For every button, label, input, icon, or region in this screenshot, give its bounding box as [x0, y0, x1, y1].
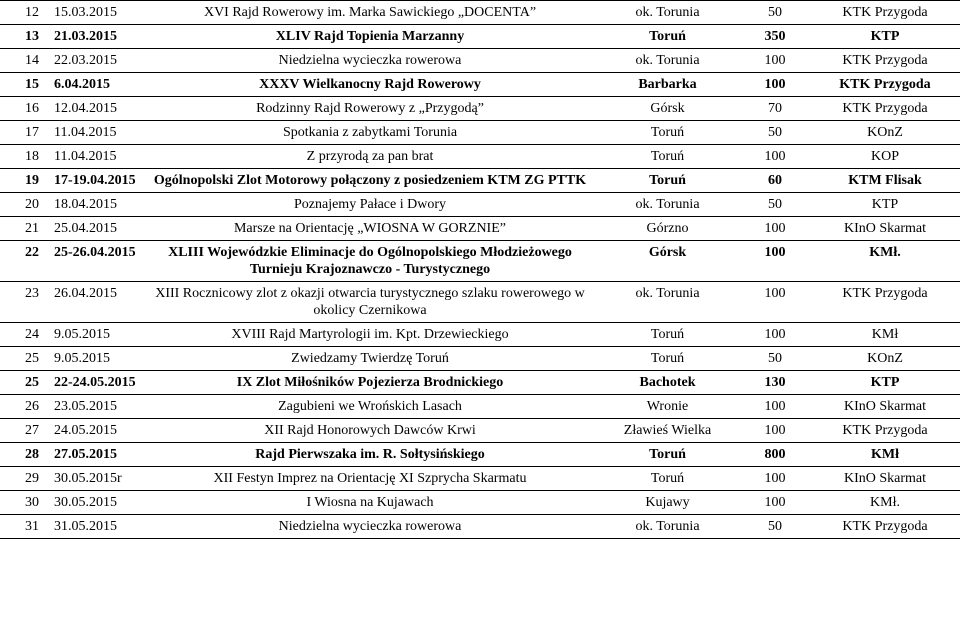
row-number: 19	[0, 169, 50, 193]
event-organizer: KTP	[810, 193, 960, 217]
event-date: 31.05.2015	[50, 515, 145, 539]
row-number: 20	[0, 193, 50, 217]
event-organizer: KMł.	[810, 241, 960, 282]
event-name: Zwiedzamy Twierdzę Toruń	[145, 347, 595, 371]
event-name: XVI Rajd Rowerowy im. Marka Sawickiego „DOCENTA”	[145, 1, 595, 25]
event-place: Bachotek	[595, 371, 740, 395]
table-row	[0, 121, 960, 145]
event-date: 17-19.04.2015	[50, 169, 145, 193]
table-row	[0, 73, 960, 97]
table-row	[0, 145, 960, 169]
event-organizer: KOnZ	[810, 121, 960, 145]
event-place: ok. Torunia	[595, 1, 740, 25]
event-date: 6.04.2015	[50, 73, 145, 97]
table-row	[0, 25, 960, 49]
table-row	[0, 371, 960, 395]
event-place: Toruń	[595, 443, 740, 467]
table-row	[0, 1, 960, 25]
event-points: 100	[740, 241, 810, 282]
table-row	[0, 169, 960, 193]
row-number: 13	[0, 25, 50, 49]
table-row	[0, 282, 960, 323]
event-date: 30.05.2015r	[50, 467, 145, 491]
row-number: 17	[0, 121, 50, 145]
event-name: XLIV Rajd Topienia Marzanny	[145, 25, 595, 49]
event-place: Barbarka	[595, 73, 740, 97]
event-points: 50	[740, 1, 810, 25]
event-date: 9.05.2015	[50, 347, 145, 371]
event-date: 21.03.2015	[50, 25, 145, 49]
event-place: ok. Torunia	[595, 515, 740, 539]
table-row	[0, 467, 960, 491]
event-date: 27.05.2015	[50, 443, 145, 467]
row-number: 28	[0, 443, 50, 467]
event-name: Marsze na Orientację „WIOSNA W GORZNIE”	[145, 217, 595, 241]
event-name: XIII Rocznicowy zlot z okazji otwarcia turystycznego szlaku rowerowego w okolicy Czernikowa	[145, 282, 595, 323]
event-date: 24.05.2015	[50, 419, 145, 443]
event-date: 22-24.05.2015	[50, 371, 145, 395]
row-number: 21	[0, 217, 50, 241]
event-points: 100	[740, 467, 810, 491]
table-row	[0, 347, 960, 371]
event-date: 9.05.2015	[50, 323, 145, 347]
row-number: 31	[0, 515, 50, 539]
row-number: 24	[0, 323, 50, 347]
row-number: 15	[0, 73, 50, 97]
event-organizer: KInO Skarmat	[810, 395, 960, 419]
event-name: Niedzielna wycieczka rowerowa	[145, 515, 595, 539]
events-table-body	[0, 1, 960, 539]
event-date: 11.04.2015	[50, 145, 145, 169]
event-name: XXXV Wielkanocny Rajd Rowerowy	[145, 73, 595, 97]
event-points: 130	[740, 371, 810, 395]
event-date: 11.04.2015	[50, 121, 145, 145]
event-date: 12.04.2015	[50, 97, 145, 121]
event-organizer: KTM Flisak	[810, 169, 960, 193]
event-organizer: KTP	[810, 25, 960, 49]
event-name: Rodzinny Rajd Rowerowy z „Przygodą”	[145, 97, 595, 121]
table-row	[0, 217, 960, 241]
event-points: 50	[740, 515, 810, 539]
event-points: 100	[740, 419, 810, 443]
table-row	[0, 241, 960, 282]
event-organizer: KTK Przygoda	[810, 97, 960, 121]
row-number: 30	[0, 491, 50, 515]
row-number: 12	[0, 1, 50, 25]
event-organizer: KTK Przygoda	[810, 1, 960, 25]
row-number: 26	[0, 395, 50, 419]
event-name: Spotkania z zabytkami Torunia	[145, 121, 595, 145]
event-points: 100	[740, 73, 810, 97]
event-points: 100	[740, 491, 810, 515]
event-date: 30.05.2015	[50, 491, 145, 515]
event-name: Ogólnopolski Zlot Motorowy połączony z posiedzeniem KTM ZG PTTK	[145, 169, 595, 193]
table-row	[0, 49, 960, 73]
event-points: 60	[740, 169, 810, 193]
event-points: 70	[740, 97, 810, 121]
event-points: 50	[740, 121, 810, 145]
event-points: 100	[740, 323, 810, 347]
table-row	[0, 491, 960, 515]
event-place: Górsk	[595, 97, 740, 121]
row-number: 22	[0, 241, 50, 282]
event-name: Zagubieni we Wrońskich Lasach	[145, 395, 595, 419]
event-points: 100	[740, 49, 810, 73]
event-place: Kujawy	[595, 491, 740, 515]
event-points: 100	[740, 217, 810, 241]
event-place: Toruń	[595, 169, 740, 193]
event-organizer: KMł.	[810, 491, 960, 515]
event-name: IX Zlot Miłośników Pojezierza Brodnickiego	[145, 371, 595, 395]
row-number: 14	[0, 49, 50, 73]
event-name: XVIII Rajd Martyrologii im. Kpt. Drzewieckiego	[145, 323, 595, 347]
event-place: Toruń	[595, 25, 740, 49]
event-name: XII Festyn Imprez na Orientację XI Szprycha Skarmatu	[145, 467, 595, 491]
row-number: 16	[0, 97, 50, 121]
event-place: Zławieś Wielka	[595, 419, 740, 443]
event-organizer: KTK Przygoda	[810, 515, 960, 539]
event-points: 100	[740, 395, 810, 419]
event-date: 25-26.04.2015	[50, 241, 145, 282]
event-place: ok. Torunia	[595, 193, 740, 217]
table-row	[0, 515, 960, 539]
event-organizer: KMł	[810, 323, 960, 347]
event-organizer: KInO Skarmat	[810, 467, 960, 491]
event-points: 50	[740, 347, 810, 371]
event-place: ok. Torunia	[595, 49, 740, 73]
row-number: 25	[0, 347, 50, 371]
event-name: Z przyrodą za pan brat	[145, 145, 595, 169]
row-number: 25	[0, 371, 50, 395]
event-place: Toruń	[595, 347, 740, 371]
event-organizer: KOP	[810, 145, 960, 169]
event-points: 350	[740, 25, 810, 49]
event-organizer: KMł	[810, 443, 960, 467]
event-name: Niedzielna wycieczka rowerowa	[145, 49, 595, 73]
event-place: Górzno	[595, 217, 740, 241]
table-row	[0, 443, 960, 467]
table-row	[0, 395, 960, 419]
event-date: 18.04.2015	[50, 193, 145, 217]
row-number: 23	[0, 282, 50, 323]
event-points: 50	[740, 193, 810, 217]
event-place: Wronie	[595, 395, 740, 419]
table-row	[0, 193, 960, 217]
row-number: 29	[0, 467, 50, 491]
event-place: Toruń	[595, 145, 740, 169]
event-name: I Wiosna na Kujawach	[145, 491, 595, 515]
event-date: 22.03.2015	[50, 49, 145, 73]
event-organizer: KTK Przygoda	[810, 49, 960, 73]
event-organizer: KTK Przygoda	[810, 282, 960, 323]
event-place: Toruń	[595, 323, 740, 347]
event-name: Poznajemy Pałace i Dwory	[145, 193, 595, 217]
event-name: XLIII Wojewódzkie Eliminacje do Ogólnopolskiego Młodzieżowego Turnieju Krajoznawczo - Turystycznego	[145, 241, 595, 282]
event-organizer: KOnZ	[810, 347, 960, 371]
event-name: Rajd Pierwszaka im. R. Sołtysińskiego	[145, 443, 595, 467]
event-points: 100	[740, 282, 810, 323]
event-place: Toruń	[595, 467, 740, 491]
event-organizer: KTP	[810, 371, 960, 395]
event-date: 23.05.2015	[50, 395, 145, 419]
table-row	[0, 419, 960, 443]
event-date: 25.04.2015	[50, 217, 145, 241]
event-place: ok. Torunia	[595, 282, 740, 323]
table-row	[0, 97, 960, 121]
event-points: 100	[740, 145, 810, 169]
row-number: 18	[0, 145, 50, 169]
event-organizer: KInO Skarmat	[810, 217, 960, 241]
row-number: 27	[0, 419, 50, 443]
event-organizer: KTK Przygoda	[810, 419, 960, 443]
event-date: 15.03.2015	[50, 1, 145, 25]
event-organizer: KTK Przygoda	[810, 73, 960, 97]
table-row	[0, 323, 960, 347]
event-name: XII Rajd Honorowych Dawców Krwi	[145, 419, 595, 443]
event-date: 26.04.2015	[50, 282, 145, 323]
event-place: Górsk	[595, 241, 740, 282]
event-points: 800	[740, 443, 810, 467]
event-place: Toruń	[595, 121, 740, 145]
